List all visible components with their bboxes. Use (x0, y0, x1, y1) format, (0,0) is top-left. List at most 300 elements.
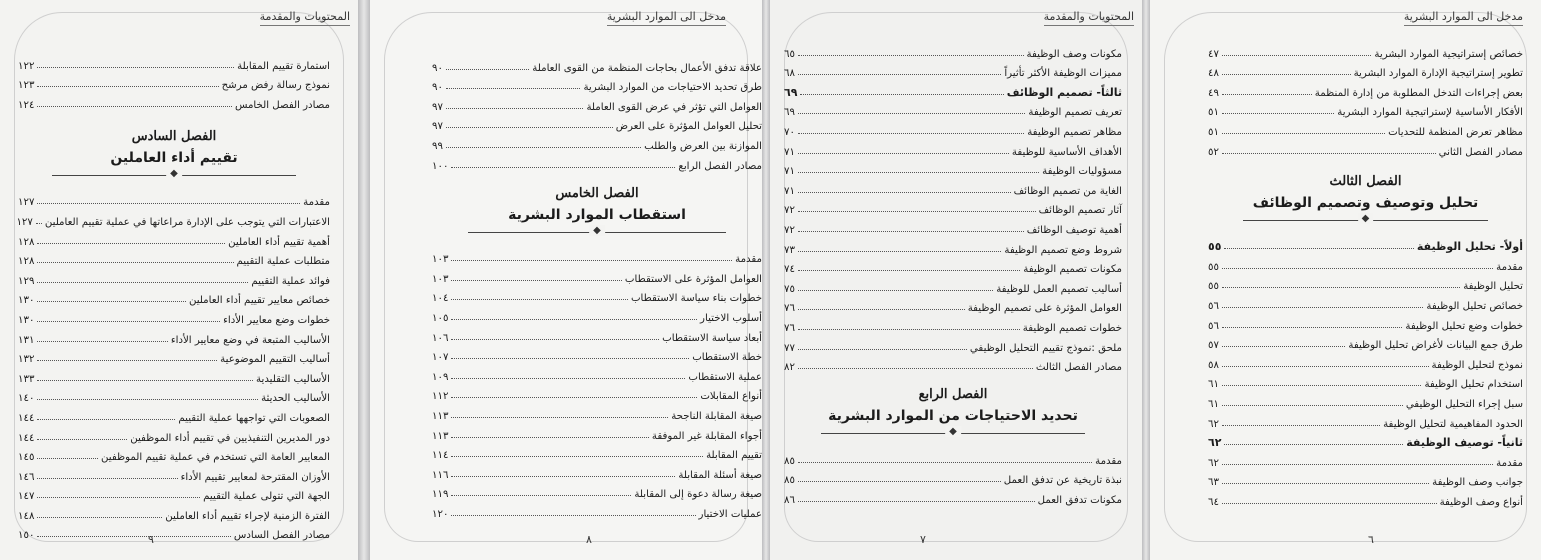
toc-entry (1208, 332, 1523, 352)
toc-entry (1208, 60, 1523, 80)
toc-entry (1208, 99, 1523, 119)
toc-entry (1208, 430, 1523, 450)
dot-leader (798, 133, 1024, 134)
toc-entry-page: ٨٥ (784, 475, 795, 487)
dot-leader (37, 439, 127, 440)
toc-entry (784, 486, 1122, 506)
toc-entry-title: طرق تحديد الاحتياجات من الموارد البشرية (583, 82, 762, 94)
toc-bottom (1208, 234, 1523, 508)
toc-entry (784, 79, 1122, 99)
toc-entry-title: صيغة رسالة دعوة إلى المقابلة (634, 489, 762, 501)
toc-entry-title: بعض إجراءات التدخل المطلوبة من إدارة المنظمة (1314, 87, 1523, 99)
toc-entry-page: ٤٩ (1208, 87, 1219, 99)
chapter-label: الفصل الخامس (555, 185, 639, 201)
dot-leader (800, 94, 1003, 95)
toc-entry (784, 236, 1122, 256)
dot-leader (37, 282, 248, 283)
toc-entry-page: ١٢٠ (432, 508, 449, 520)
toc-entry-page: ١٢٨ (18, 256, 35, 268)
dot-leader (798, 270, 1020, 271)
page-7 (770, 0, 1142, 560)
dot-leader (798, 172, 1039, 173)
toc-entry-page: ١١٤ (432, 450, 449, 462)
toc-entry-title: متطلبات عملية التقييم (236, 256, 330, 268)
toc-entry (432, 481, 762, 501)
toc-entry-page: ٦٢ (1208, 436, 1222, 450)
toc-entry-title: دور المديرين التنفيذيين في تقييم أداء الموظفين (130, 432, 330, 444)
toc-entry-title: العوامل المؤثرة على الاستقطاب (624, 273, 762, 285)
toc-entry-page: ٥٥ (1208, 281, 1219, 293)
dot-leader (1224, 444, 1403, 445)
toc-entry-page: ٦٢ (1208, 457, 1219, 469)
toc-entry (432, 383, 762, 403)
dot-leader (37, 497, 200, 498)
dot-leader (1224, 248, 1413, 249)
toc-entry (784, 314, 1122, 334)
toc-entry-page: ١٣١ (18, 334, 35, 346)
toc-entry (432, 500, 762, 520)
toc-entry-title: مقدمة (303, 197, 330, 209)
chapter-heading (1208, 174, 1523, 211)
toc-entry (432, 285, 762, 305)
chapter-title: استقطاب الموارد البشرية (508, 206, 686, 223)
toc-entry-page: ١٢٩ (18, 275, 35, 287)
toc-entry (18, 267, 330, 287)
dot-leader (37, 86, 218, 87)
toc-entry (18, 463, 330, 483)
toc-entry-page: ١٠٠ (432, 160, 449, 172)
page-number: ٩ (148, 533, 154, 546)
page-number: ٧ (920, 533, 926, 546)
chapter-title: تقييم أداء العاملين (110, 149, 238, 166)
toc-top (432, 54, 762, 172)
dot-leader (1222, 307, 1423, 308)
toc-entry (432, 54, 762, 74)
toc-entry-page: ١٢٧ (18, 197, 35, 209)
toc-entry-title: جوانب وصف الوظيفة (1432, 477, 1523, 489)
dot-leader (37, 380, 253, 381)
toc-entry-page: ٧٢ (784, 205, 795, 217)
dot-leader (1222, 133, 1385, 134)
toc-entry-title: تطوير إستراتيجية الإدارة الموارد البشرية (1353, 68, 1523, 80)
dot-leader (798, 55, 1024, 56)
dot-leader (1222, 94, 1312, 95)
toc-entry (432, 152, 762, 172)
toc-entry (18, 483, 330, 503)
dot-leader (798, 309, 965, 310)
dot-leader (1222, 113, 1334, 114)
dot-leader (451, 397, 697, 398)
dot-leader (451, 339, 659, 340)
toc-entry-title: الصعوبات التي تواجهها عملية التقييم (178, 412, 330, 424)
dot-leader (37, 203, 300, 204)
chapter-label: الفصل الثالث (1329, 173, 1402, 189)
toc-entry-title: خطوات تصميم الوظيفة (1022, 322, 1122, 334)
toc-entry (18, 306, 330, 326)
toc-entry-page: ١٠٦ (432, 332, 449, 344)
toc-entry-title: مقدمة (1496, 261, 1523, 273)
toc-entry-title: مقدمة (735, 254, 762, 266)
toc-entry-page: ١٠٥ (432, 312, 449, 324)
toc-entry (18, 385, 330, 405)
toc-entry (432, 344, 762, 364)
dot-leader (1222, 346, 1345, 347)
toc-entry-page: ١٢٧ (16, 216, 33, 228)
running-head: مدخل الى الموارد البشرية (1404, 10, 1523, 26)
ornament-divider (821, 427, 1085, 441)
dot-leader (451, 167, 675, 168)
toc-entry (18, 52, 330, 72)
toc-entry-page: ٨٦ (784, 494, 795, 506)
toc-entry (784, 447, 1122, 467)
toc-entry-page: ٩٠ (432, 82, 443, 94)
dot-leader (451, 358, 689, 359)
toc-entry-page: ١٠٤ (432, 293, 449, 305)
toc-entry-title: مصادر الفصل الثاني (1438, 146, 1523, 158)
toc-entry-page: ٧١ (784, 185, 795, 197)
toc-entry-page: ١٣٣ (18, 373, 35, 385)
dot-leader (798, 329, 1020, 330)
toc-entry (784, 216, 1122, 236)
toc-column (784, 40, 1122, 506)
toc-entry-title: خطة الاستقطاب (692, 352, 762, 364)
toc-entry (18, 91, 330, 111)
running-head: المحتويات والمقدمة (1044, 10, 1134, 26)
dot-leader (451, 378, 685, 379)
toc-entry-page: ٤٧ (1208, 48, 1219, 60)
toc-entry (784, 197, 1122, 217)
toc-entry (784, 467, 1122, 487)
toc-entry (432, 74, 762, 94)
toc-entry (1208, 449, 1523, 469)
toc-entry (784, 334, 1122, 354)
dot-leader (798, 462, 1092, 463)
toc-entry-page: ١٠٧ (432, 352, 449, 364)
toc-entry-title: مصادر الفصل الخامس (234, 99, 330, 111)
dot-leader (451, 495, 631, 496)
toc-entry (784, 158, 1122, 178)
toc-entry (784, 99, 1122, 119)
toc-entry-page: ٦٩ (784, 85, 798, 99)
chapter-title: تحليل وتوصيف وتصميم الوظائف (1252, 194, 1479, 211)
toc-entry (432, 324, 762, 344)
toc-entry (784, 354, 1122, 374)
dot-leader (1222, 74, 1351, 75)
toc-entry-title: ملحق :نموذج تقييم التحليل الوظيفي (969, 342, 1122, 354)
toc-entry-title: نموذج لتحليل الوظيفة (1431, 359, 1523, 371)
dot-leader (37, 262, 233, 263)
toc-entry-title: أنواع وصف الوظيفة (1439, 496, 1523, 508)
toc-entry (18, 208, 330, 228)
toc-entry-title: مميزات الوظيفة الأكثر تأثيراً (1004, 68, 1122, 80)
toc-top (784, 40, 1122, 373)
dot-leader (451, 437, 649, 438)
toc-entry (18, 189, 330, 209)
dot-leader (798, 349, 967, 350)
toc-entry-page: ١١٢ (432, 391, 449, 403)
toc-entry-page: ١١٣ (432, 410, 449, 422)
toc-entry-page: ١٢٣ (18, 80, 35, 92)
toc-entry-page: ٧٧ (784, 342, 795, 354)
toc-entry-title: شروط وضع تصميم الوظيفة (1004, 244, 1122, 256)
dot-leader (36, 223, 42, 224)
toc-entry (784, 256, 1122, 276)
dot-leader (446, 88, 580, 89)
toc-entry-title: الأوزان المقترحة لمعايير تقييم الأداء (180, 471, 330, 483)
toc-entry-page: ٤٨ (1208, 68, 1219, 80)
toc-entry (18, 424, 330, 444)
toc-entry (784, 60, 1122, 80)
toc-entry (784, 177, 1122, 197)
dot-leader (37, 517, 162, 518)
toc-entry (1208, 273, 1523, 293)
toc-entry-title: الأفكار الأساسية لإستراتيجية الموارد البشرية (1337, 107, 1523, 119)
book-gutter (358, 0, 370, 560)
toc-entry (18, 346, 330, 366)
dot-leader (37, 399, 258, 400)
toc-entry-title: الموازنة بين العرض والطلب (644, 140, 762, 152)
toc-entry (784, 40, 1122, 60)
toc-entry-title: آثار تصميم الوظائف (1038, 205, 1122, 217)
toc-entry (432, 113, 762, 133)
toc-entry-title: الغاية من تصميم الوظائف (1013, 185, 1122, 197)
toc-entry (1208, 410, 1523, 430)
toc-entry-title: الأساليب التقليدية (256, 373, 330, 385)
book-gutter (762, 0, 770, 560)
toc-entry-page: ٦١ (1208, 379, 1219, 391)
toc-entry-page: ٧٦ (784, 303, 795, 315)
dot-leader (1222, 153, 1436, 154)
toc-entry (1208, 351, 1523, 371)
toc-entry (18, 404, 330, 424)
toc-entry-title: الحدود المفاهيمية لتحليل الوظيفة (1383, 418, 1523, 430)
toc-entry (784, 275, 1122, 295)
toc-entry-page: ٦٨ (784, 68, 795, 80)
toc-entry-page: ٥٨ (1208, 359, 1219, 371)
book-gutter (1142, 0, 1150, 560)
toc-entry (432, 265, 762, 285)
toc-entry-page: ١٠٣ (432, 254, 449, 266)
toc-entry-title: نموذج رسالة رفض مرشح (221, 80, 330, 92)
toc-entry-title: مظاهر تصميم الوظيفة (1027, 126, 1122, 138)
toc-entry-title: ثانياً- توصيف الوظيفة (1406, 436, 1523, 450)
toc-entry-page: ٧٦ (784, 322, 795, 334)
toc-entry (18, 522, 330, 542)
toc-entry-title: استخدام تحليل الوظيفة (1424, 379, 1523, 391)
dot-leader (1222, 503, 1437, 504)
toc-entry-title: الجهة التي تتولى عملية التقييم (203, 491, 330, 503)
toc-entry-page: ٥١ (1208, 126, 1219, 138)
dot-leader (451, 417, 668, 418)
toc-entry-title: خصائص إستراتيجية الموارد البشرية (1374, 48, 1523, 60)
toc-entry-page: ٩٧ (432, 101, 443, 113)
toc-entry-title: أنواع المقابلات (700, 391, 762, 403)
dot-leader (446, 108, 584, 109)
toc-entry-page: ٥١ (1208, 107, 1219, 119)
toc-entry-title: خطوات وضع معايير الأداء (223, 314, 330, 326)
toc-entry-title: استمارة تقييم المقابلة (237, 60, 330, 72)
toc-entry-page: ١١٣ (432, 430, 449, 442)
toc-entry-page: ١٣٠ (18, 314, 35, 326)
page-9 (0, 0, 358, 560)
dot-leader (37, 458, 98, 459)
dot-leader (1222, 483, 1429, 484)
toc-entry (1208, 469, 1523, 489)
dot-leader (451, 280, 621, 281)
toc-entry-title: عملية الاستقطاب (688, 371, 762, 383)
toc-entry-title: المعايير العامة التي تستخدم في عملية تقييم الموظفين (101, 452, 330, 464)
toc-entry-title: أهمية تقييم أداء العاملين (228, 236, 330, 248)
toc-entry-title: مصادر الفصل السادس (233, 530, 330, 542)
page-8 (370, 0, 762, 560)
dot-leader (798, 481, 1001, 482)
dot-leader (446, 127, 613, 128)
toc-entry-title: ثالثاً- تصميم الوظائف (1006, 85, 1122, 99)
dot-leader (1222, 464, 1493, 465)
dot-leader (37, 419, 175, 420)
toc-entry-title: أسلوب الاختيار (700, 312, 762, 324)
toc-entry-title: الأساليب الحديثة (261, 393, 330, 405)
toc-entry-title: طرق جمع البيانات لأغراض تحليل الوظيفة (1348, 340, 1523, 352)
dot-leader (451, 515, 695, 516)
dot-leader (451, 319, 697, 320)
toc-entry (18, 228, 330, 248)
toc-bottom (18, 189, 330, 542)
page-number: ٦ (1368, 533, 1374, 546)
toc-entry-page: ٧٣ (784, 244, 795, 256)
toc-entry-title: مظاهر تعرض المنظمة للتحديات (1388, 126, 1523, 138)
toc-entry (1208, 390, 1523, 410)
toc-entry-page: ٥٥ (1208, 261, 1219, 273)
toc-entry-title: مقدمة (1095, 455, 1122, 467)
dot-leader (798, 113, 1025, 114)
toc-top (1208, 40, 1523, 158)
toc-entry-page: ١٤٤ (18, 432, 35, 444)
dot-leader (798, 251, 1001, 252)
toc-entry-page: ١٤٧ (18, 491, 35, 503)
toc-entry (1208, 138, 1523, 158)
dot-leader (37, 360, 217, 361)
toc-entry-title: أساليب التقييم الموضوعية (220, 354, 330, 366)
dot-leader (798, 231, 1024, 232)
toc-entry-page: ١١٩ (432, 489, 449, 501)
toc-entry-page: ٥٥ (1208, 240, 1222, 254)
ornament-divider (1243, 214, 1489, 228)
toc-entry-title: أساليب تصميم العمل للوظيفة (996, 283, 1122, 295)
dot-leader (1222, 425, 1380, 426)
toc-entry-title: العوامل المؤثرة على تصميم الوظيفة (967, 303, 1122, 315)
dot-leader (798, 501, 1035, 502)
dot-leader (1222, 327, 1402, 328)
toc-entry-title: أبعاد سياسة الاستقطاب (662, 332, 762, 344)
ornament-divider (468, 226, 725, 240)
dot-leader (446, 69, 529, 70)
toc-entry (432, 442, 762, 462)
toc-entry-title: مقدمة (1496, 457, 1523, 469)
toc-entry-page: ٧١ (784, 166, 795, 178)
toc-entry-page: ١٠٣ (432, 273, 449, 285)
dot-leader (798, 290, 993, 291)
dot-leader (37, 106, 232, 107)
page-number: ٨ (586, 533, 592, 546)
toc-entry-title: سبل إجراء التحليل الوظيفي (1405, 398, 1523, 410)
dot-leader (37, 321, 220, 322)
dot-leader (37, 341, 167, 342)
toc-entry-page: ١٢٤ (18, 99, 35, 111)
toc-entry (18, 326, 330, 346)
toc-entry-page: ١٤٥ (18, 452, 35, 464)
toc-entry (432, 132, 762, 152)
running-head: مدخل الى الموارد البشرية (607, 10, 726, 26)
toc-entry-page: ٧٥ (784, 283, 795, 295)
toc-column (18, 52, 330, 541)
toc-entry-page: ١٤٤ (18, 412, 35, 424)
toc-entry-title: مكونات وصف الوظيفة (1026, 48, 1122, 60)
toc-entry-title: صيغة المقابلة الناجحة (671, 410, 762, 422)
toc-entry (784, 295, 1122, 315)
toc-entry-title: العوامل التي تؤثر في عرض القوى العاملة (586, 101, 762, 113)
toc-entry-title: أولاً- تحليل الوظيفة (1416, 240, 1523, 254)
toc-entry-title: تقييم المقابلة (706, 450, 762, 462)
toc-entry-title: نبذة تاريخية عن تدفق العمل (1003, 475, 1122, 487)
dot-leader (798, 368, 1033, 369)
running-head: المحتويات والمقدمة (260, 10, 350, 26)
toc-entry-page: ٦٤ (1208, 496, 1219, 508)
dot-leader (1222, 405, 1403, 406)
toc-entry-page: ٦٢ (1208, 418, 1219, 430)
dot-leader (37, 301, 186, 302)
toc-entry (432, 402, 762, 422)
toc-entry-page: ٧٢ (784, 224, 795, 236)
toc-entry-page: ١٣٢ (18, 354, 35, 366)
toc-entry (432, 422, 762, 442)
toc-entry-title: صيغة أسئلة المقابلة (678, 469, 762, 481)
toc-entry-title: مكونات تصميم الوظيفة (1023, 264, 1122, 276)
toc-entry (18, 248, 330, 268)
toc-entry-page: ١٢٨ (18, 236, 35, 248)
toc-entry-title: الاعتبارات التي يتوجب على الإدارة مراعاتها في عملية تقييم العاملين (44, 216, 330, 228)
dot-leader (1222, 366, 1429, 367)
toc-entry-title: الأهداف الأساسية للوظيفة (1011, 146, 1122, 158)
dot-leader (451, 476, 675, 477)
toc-entry-page: ٩٩ (432, 140, 443, 152)
toc-column (1208, 40, 1523, 508)
toc-entry (18, 287, 330, 307)
page-6 (1150, 0, 1541, 560)
toc-entry-title: تحليل الوظيفة (1463, 281, 1523, 293)
ornament-divider (52, 169, 295, 183)
dot-leader (798, 74, 1001, 75)
toc-entry (18, 502, 330, 522)
toc-entry-page: ٥٦ (1208, 320, 1219, 332)
toc-entry (432, 246, 762, 266)
toc-entry-title: خطوات وضع تحليل الوظيفة (1405, 320, 1523, 332)
toc-entry-page: ١٣٠ (18, 295, 35, 307)
toc-entry-page: ٦٥ (784, 48, 795, 60)
toc-entry-title: مسؤوليات الوظيفة (1042, 166, 1122, 178)
toc-entry-title: مكونات تدفق العمل (1037, 494, 1122, 506)
toc-entry (784, 138, 1122, 158)
dot-leader (37, 536, 231, 537)
dot-leader (451, 260, 732, 261)
dot-leader (798, 153, 1009, 154)
toc-entry-page: ٧١ (784, 146, 795, 158)
toc-entry-title: خطوات بناء سياسة الاستقطاب (630, 293, 762, 305)
dot-leader (37, 243, 225, 244)
toc-entry-title: أهمية توصيف الوظائف (1026, 224, 1122, 236)
toc-entry-page: ١٤٦ (18, 471, 35, 483)
chapter-label: الفصل الرابع (918, 387, 988, 403)
